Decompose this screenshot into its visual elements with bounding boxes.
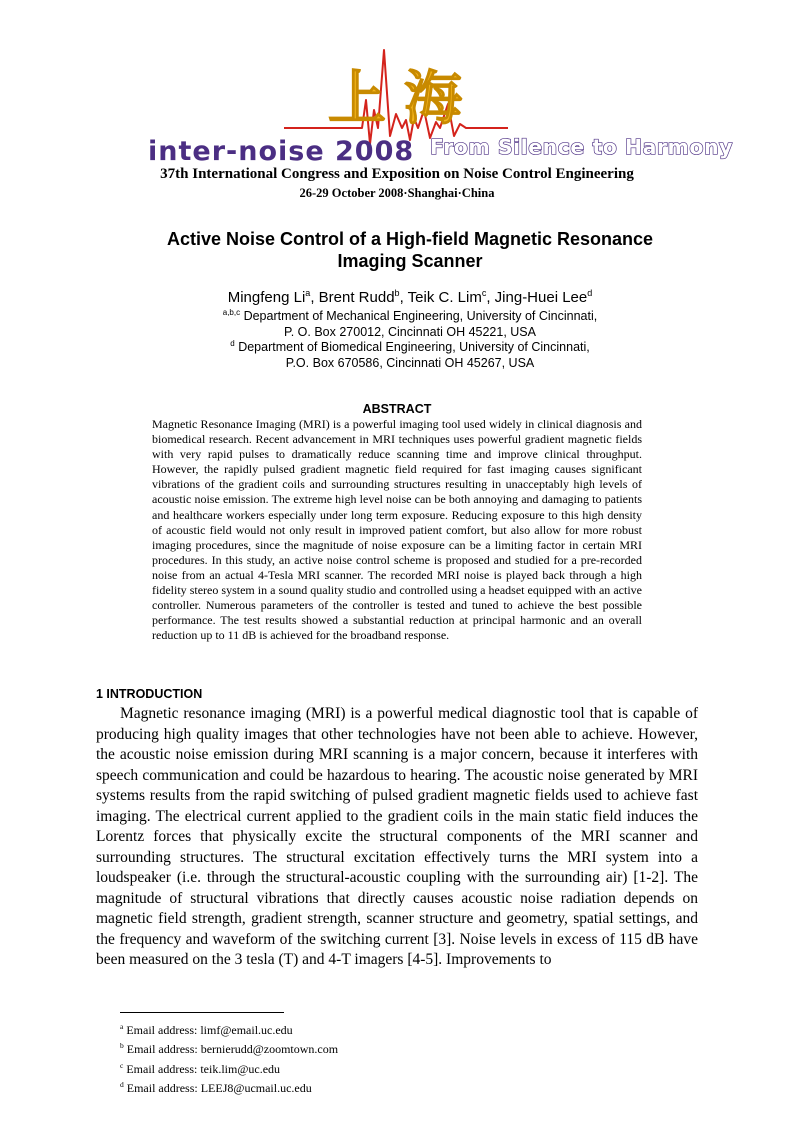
author-mark: c — [481, 288, 487, 298]
footnote: $^d$ Email address: LEEJ8@ucmail.uc.edu — [120, 1079, 312, 1095]
conference-logo — [148, 40, 733, 168]
author-mark: a — [305, 288, 311, 298]
footnotes — [120, 1019, 338, 1096]
footnote: $^b$ Email address: bernierudd@zoomtown.com — [120, 1041, 339, 1057]
affiliation-marks: d — [230, 339, 235, 348]
congress-dates: 26-29 October 2008·Shanghai·China — [299, 186, 495, 200]
footnote: $^c$ Email address: teik.lim@uc.edu — [120, 1060, 281, 1076]
introduction-paragraph: Magnetic resonance imaging (MRI) is a powerful medical diagnostic tool that is capable of producing high quality images that other technologies have not been able to achieve. However, the acoustic noise emission during MRI scanning is a major concern, because it interferes with speech communication and could be hazardous to hearing. The acoustic noise generated by MRI systems results from the rapid switching of pulsed gradient magnetic fields used to achieve fast imaging. The electrical current applied to the gradient coils in the main static field induces the Lorentz forces that physically excite the structural components of the MRI scanner and surrounding structures. The structural excitation effectively turns the MRI system into a loudspeaker (i.e. through the structural-acoustic coupling with the surrounding air) [1-2]. The magnitude of structural vibrations that directly causes acoustic noise radiation depends on magnetic field strength, gradient strength, scanner structure and geometry, spatial settings, and the frequency and waveform of the switching current [3]. Noise levels in excess of 115 dB have been measured on the 3 tesla (T) and 4-T imagers [4-5]. Improvements to — [96, 705, 698, 968]
congress-name: 37th International Congress and Exposition on Noise Control Engineering — [160, 166, 634, 182]
logo-calligraphy: 上海 — [327, 64, 481, 132]
title-line-1: Active Noise Control of a High-field Magnetic Resonance — [166, 229, 654, 249]
logo-slogan: From Silence to Harmony — [430, 135, 733, 159]
author-list: Mingfeng Li$^a$, Brent Rudd$^b$, Teik C. Lim$^c$, Jing-Huei Lee$^d$ — [227, 288, 593, 306]
section-heading-introduction: 1 INTRODUCTION — [96, 687, 203, 701]
abstract-heading: ABSTRACT — [362, 402, 432, 416]
footnote: $^a$ Email address: limf@email.uc.edu — [120, 1022, 293, 1037]
affiliation-1: $^{a,b,c}$ Department of Mechanical Engineering, University of Cincinnati, P. O. Box 270012, Cincinnati OH 45221, USA — [222, 308, 598, 339]
author-name: Mingfeng Li — [227, 289, 306, 306]
paper-title — [120, 228, 700, 272]
author-name: Jing-Huei Lee — [494, 289, 588, 306]
author-name: Teik C. Lim — [407, 289, 482, 306]
affiliation-marks: a,b,c — [222, 308, 241, 317]
author-name: Brent Rudd — [318, 289, 395, 306]
logo-brand-text: inter-noise 2008 — [148, 136, 415, 167]
footnote-divider — [120, 1012, 284, 1013]
author-mark: b — [394, 288, 400, 298]
title-line-2: Imaging Scanner — [337, 251, 483, 271]
abstract-text: Magnetic Resonance Imaging (MRI) is a powerful imaging tool used widely in clinical diagnosis and biomedical research. Recent advancement in MRI techniques uses powerful gradient magnetic fields with very rapid pulses to dramatically reduce scanning time and improve clinical throughput. However, the rapidly pulsed gradient magnetic field required for fast imaging causes significant vibrations of the gradient coils and surrounding structures resulting in unacceptably high levels of acoustic noise emission. The extreme high level noise can be both annoying and damaging to patients and healthcare workers especially under long term exposure. Reducing exposure to this high density of acoustic field would not only result in improved patient comfort, but also allow for more robust imaging procedures, since the magnitude of noise exposure can be a limiting factor in certain MRI procedures. In this study, an active noise control scheme is proposed and studied for a pre-recorded noise from an actual 4-Tesla MRI scanner. The recorded MRI noise is played back through a high fidelity stereo system in a sound quality studio and controlled using a headset equipped with an active controller. Numerous parameters of the controller is tested and tuned to achieve the best possible performance. The test results showed a substantial reduction at principal harmonic and an overall reduction up to 11 dB is achieved for the broadband response. — [152, 417, 642, 643]
author-mark: d — [587, 288, 593, 298]
affiliation-2: $^d$ Department of Biomedical Engineering, University of Cincinnati, P.O. Box 670586, Cincinnati OH 45267, USA — [230, 339, 590, 370]
